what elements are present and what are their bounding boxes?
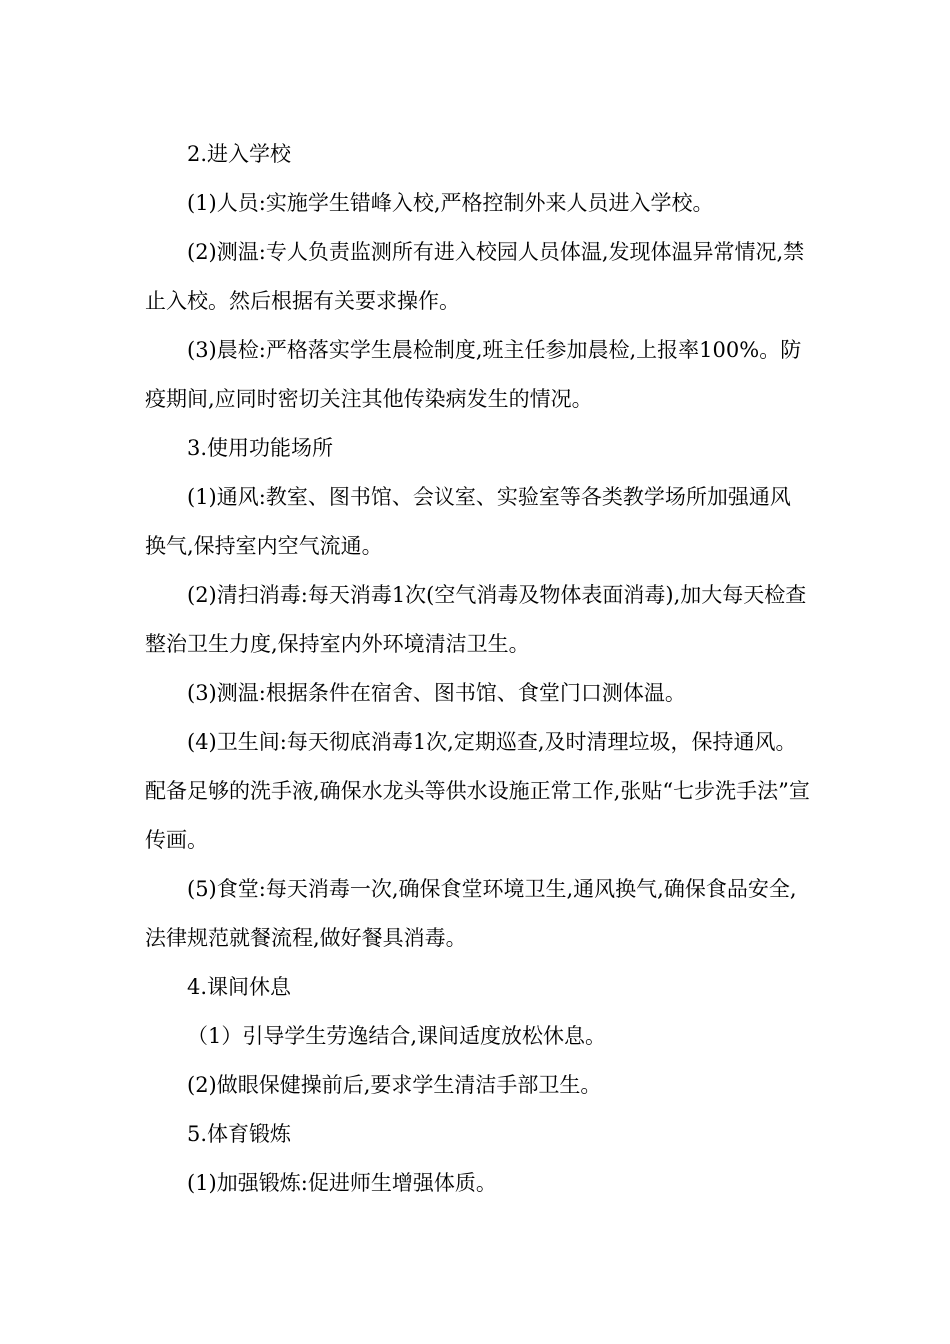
section-heading-physical-exercise: 5.体育锻炼	[187, 1122, 292, 1146]
paragraph-morning-check: (3)晨检:严格落实学生晨检制度,班主任参加晨检,上报率100%。防疫期间,应同时密切关注其他传染病发生的情况。	[145, 338, 802, 411]
paragraph-eye-exercise: (2)做眼保健操前后,要求学生清洁手部卫生。	[187, 1073, 602, 1097]
document-body	[145, 130, 810, 1208]
paragraph-cleaning-disinfection: (2)清扫消毒:每天消毒1次(空气消毒及物体表面消毒),加大每天检查整治卫生力度,保持室内外环境清洁卫生。	[145, 583, 807, 656]
section-heading-break-time: 4.课间休息	[187, 975, 292, 999]
paragraph-temperature-check: (2)测温:专人负责监测所有进入校园人员体温,发现体温异常情况,禁止入校。然后根据有关要求操作。	[145, 240, 805, 313]
paragraph-venue-temperature: (3)测温:根据条件在宿舍、图书馆、食堂门口测体温。	[187, 681, 686, 705]
paragraph-strengthen-exercise: (1)加强锻炼:促进师生增强体质。	[187, 1171, 497, 1195]
paragraph-ventilation: (1)通风:教室、图书馆、会议室、实验室等各类教学场所加强通风换气,保持室内空气流通。	[145, 485, 791, 558]
paragraph-rest-guidance: （1）引导学生劳逸结合,课间适度放松休息。	[187, 1024, 607, 1048]
section-heading-entering-school: 2.进入学校	[187, 142, 292, 166]
section-heading-functional-venues: 3.使用功能场所	[187, 436, 334, 460]
paragraph-restroom: (4)卫生间:每天彻底消毒1次,定期巡查,及时清理垃圾，保持通风。配备足够的洗手液,确保水龙头等供水设施正常工作,张贴“七步洗手法”宣传画。	[145, 730, 810, 852]
paragraph-personnel: (1)人员:实施学生错峰入校,严格控制外来人员进入学校。	[187, 191, 714, 215]
paragraph-canteen: (5)食堂:每天消毒一次,确保食堂环境卫生,通风换气,确保食品安全,法律规范就餐流程,做好餐具消毒。	[145, 877, 797, 950]
